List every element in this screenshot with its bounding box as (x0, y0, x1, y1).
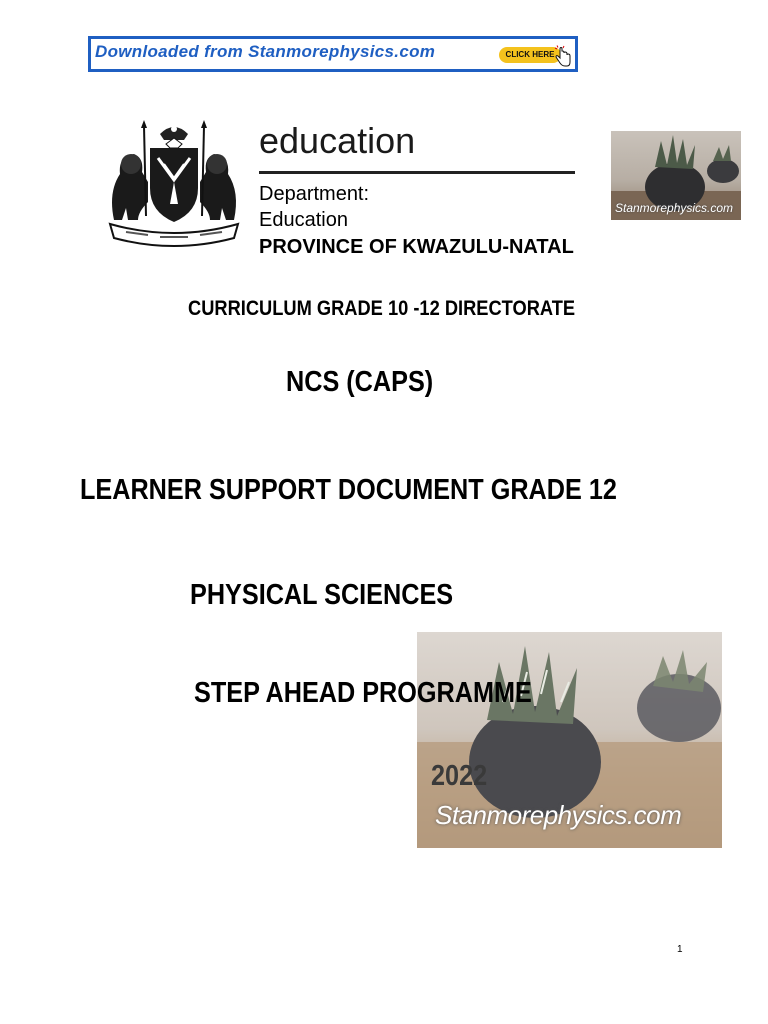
curriculum-heading: NCS (CAPS) (286, 366, 434, 398)
department-word: education (259, 120, 416, 161)
small-plant-photo (611, 131, 741, 220)
large-photo-watermark: Stanmorephysics.com (435, 800, 682, 830)
directorate-heading: CURRICULUM GRADE 10 -12 DIRECTORATE (188, 297, 576, 320)
coat-of-arms-logo (104, 120, 244, 252)
department-label: Department: (259, 183, 370, 205)
large-plant-photo (417, 632, 722, 848)
page-number: 1 (677, 944, 683, 955)
programme-heading: STEP AHEAD PROGRAMME (194, 677, 532, 709)
year-label: 2022 (431, 760, 488, 792)
province-name: PROVINCE OF KWAZULU-NATAL (259, 236, 574, 258)
letterhead-divider (259, 171, 575, 174)
download-banner[interactable] (88, 36, 578, 72)
subject-heading: PHYSICAL SCIENCES (190, 579, 454, 611)
pointer-hand-icon (554, 45, 572, 67)
document-title: LEARNER SUPPORT DOCUMENT GRADE 12 (80, 474, 617, 506)
banner-text: Downloaded from Stanmorephysics.com (95, 42, 436, 61)
small-photo-watermark: Stanmorephysics.com (615, 201, 734, 215)
department-name: Education (259, 209, 348, 231)
click-here-button[interactable]: CLICK HERE (499, 47, 561, 63)
